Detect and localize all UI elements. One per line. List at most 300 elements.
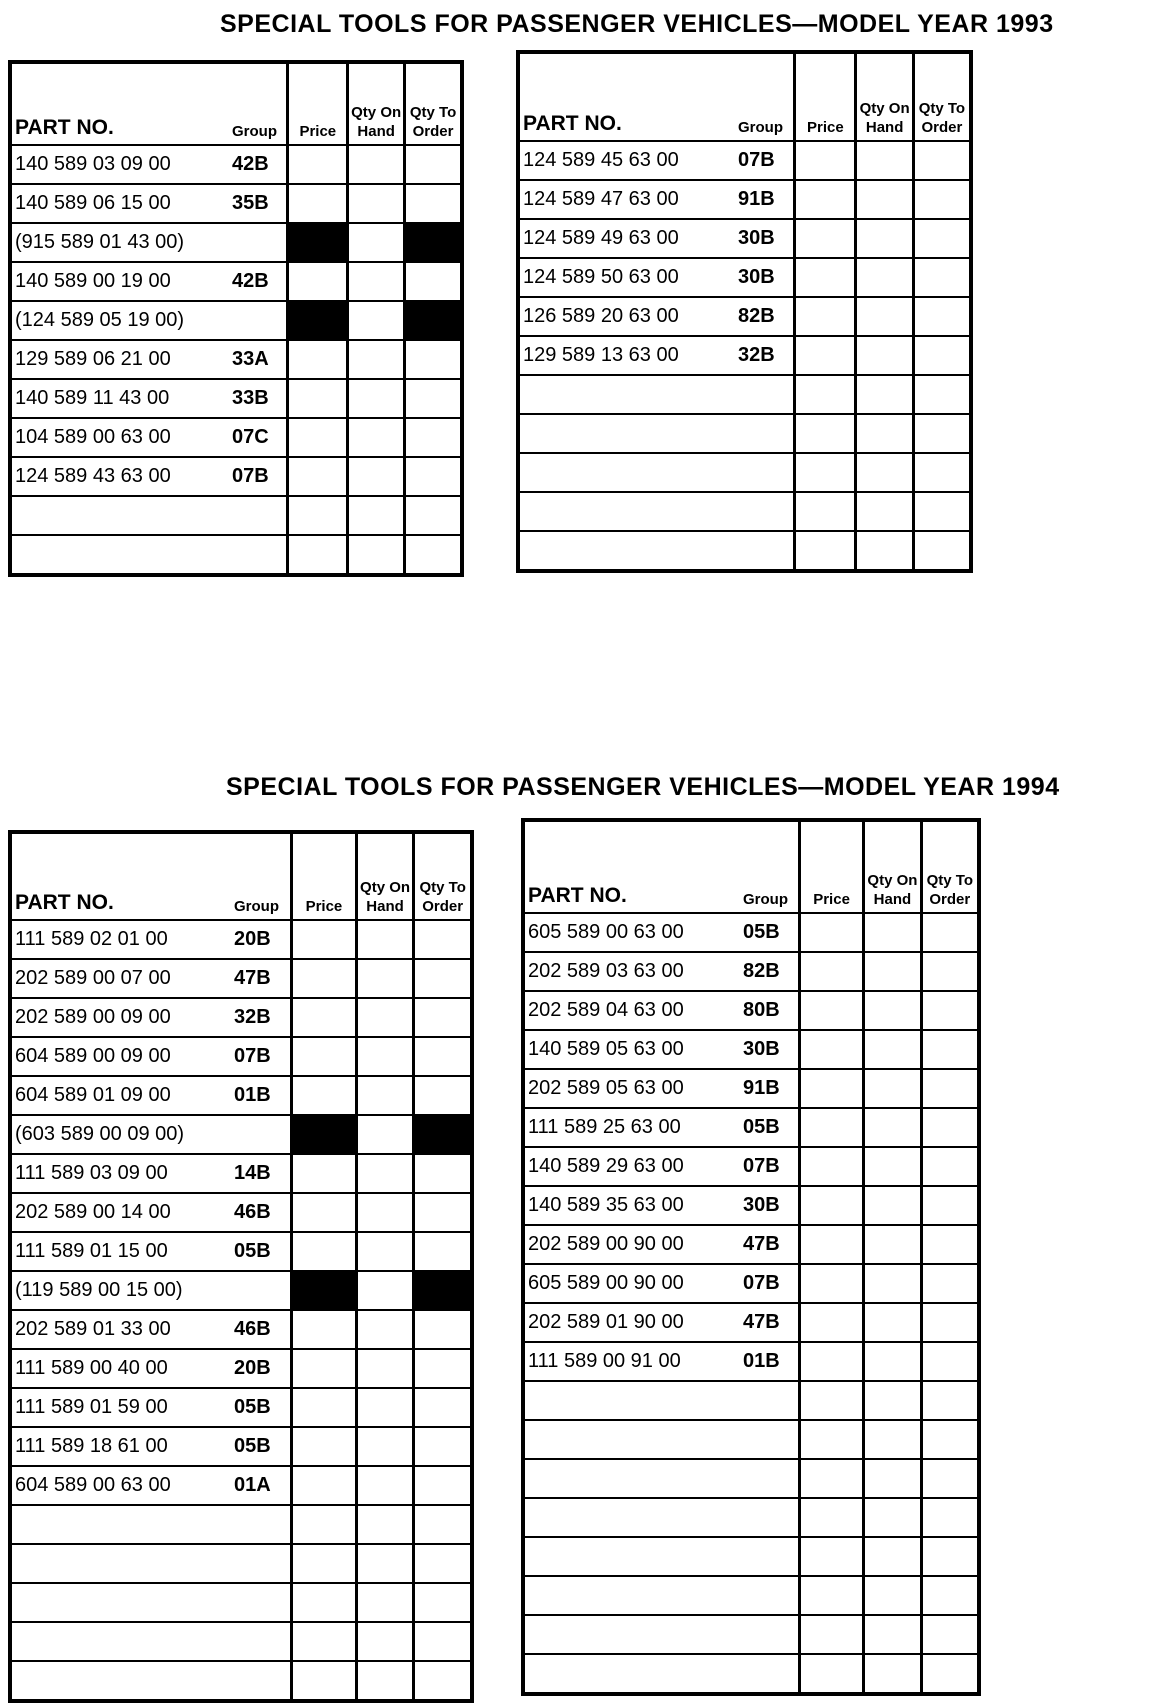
price-cell[interactable] [798,1655,862,1692]
part-cell [525,992,798,1029]
price-cell[interactable] [793,337,854,374]
qty-to-order-cell[interactable] [412,1428,470,1465]
qty-to-order-cell[interactable] [920,1304,977,1341]
group-code: 91B [743,1077,780,1099]
part-cell [12,1584,290,1621]
qty-to-order-header: Qty To Order [403,64,460,144]
price-cell[interactable] [290,960,355,997]
qty-to-order-cell[interactable] [912,220,969,257]
part-number: 140 589 35 63 00 [528,1194,684,1216]
qty-on-hand-cell[interactable] [862,1460,919,1497]
qty-to-order-cell[interactable] [920,1226,977,1263]
qty-to-order-cell[interactable] [920,1577,977,1614]
qty-to-order-cell-blacked [412,1272,470,1309]
price-header: Price [290,834,355,919]
price-cell[interactable] [798,1109,862,1146]
table-row [12,1270,470,1309]
price-cell-blacked [286,224,346,261]
part-number: 202 589 00 09 00 [15,1006,171,1028]
qty-on-hand-cell[interactable] [355,1350,413,1387]
price-cell[interactable] [286,146,346,183]
price-cell[interactable] [286,380,346,417]
qty-to-order-cell[interactable] [412,1233,470,1270]
qty-to-order-cell[interactable] [912,298,969,335]
qty-on-hand-cell[interactable] [355,1233,413,1270]
qty-to-order-cell[interactable] [403,536,460,573]
table-row [12,1504,470,1543]
qty-to-order-cell[interactable] [920,1655,977,1692]
qty-to-order-cell[interactable] [920,953,977,990]
table-row [520,257,969,296]
group-code: 47B [743,1311,780,1333]
qty-on-hand-cell[interactable] [355,1272,413,1309]
qty-to-order-cell[interactable] [920,1148,977,1185]
group-code: 80B [743,999,780,1021]
part-number: 202 589 03 63 00 [528,960,684,982]
qty-on-hand-cell[interactable] [862,1655,919,1692]
group-code: 05B [743,1116,780,1138]
qty-on-hand-cell[interactable] [346,458,403,495]
qty-to-order-cell[interactable] [912,532,969,569]
qty-to-order-cell-blacked [403,302,460,339]
qty-on-hand-cell[interactable] [862,1499,919,1536]
part-number: 605 589 00 90 00 [528,1272,684,1294]
qty-to-order-cell[interactable] [412,1350,470,1387]
group-code: 07B [743,1155,780,1177]
group-code: 33B [232,387,269,409]
table-row [520,413,969,452]
price-cell[interactable] [793,532,854,569]
part-cell [12,1272,290,1309]
qty-to-order-cell[interactable] [412,1506,470,1543]
part-number: 140 589 29 63 00 [528,1155,684,1177]
table-row [520,530,969,569]
qty-to-order-cell[interactable] [412,921,470,958]
qty-on-hand-cell[interactable] [355,1623,413,1660]
group-code: 01B [743,1350,780,1372]
qty-on-hand-cell[interactable] [854,493,911,530]
qty-on-hand-cell[interactable] [355,1662,413,1699]
price-cell[interactable] [286,536,346,573]
group-code: 05B [234,1396,271,1418]
qty-on-hand-cell[interactable] [854,259,911,296]
part-number: 202 589 00 90 00 [528,1233,684,1255]
price-cell[interactable] [798,1070,862,1107]
price-cell[interactable] [290,1233,355,1270]
price-cell[interactable] [793,298,854,335]
part-number: 126 589 20 63 00 [523,305,679,327]
price-cell[interactable] [798,1577,862,1614]
group-code: 82B [743,960,780,982]
qty-on-hand-cell[interactable] [346,536,403,573]
qty-on-hand-cell[interactable] [346,341,403,378]
qty-to-order-cell[interactable] [412,1077,470,1114]
group-code: 14B [234,1162,271,1184]
qty-on-hand-cell[interactable] [854,454,911,491]
price-cell[interactable] [798,1382,862,1419]
part-number: 124 589 45 63 00 [523,149,679,171]
price-cell[interactable] [286,497,346,534]
qty-on-hand-header: Qty On Hand [862,822,919,912]
qty-on-hand-cell[interactable] [346,224,403,261]
qty-to-order-cell[interactable] [403,185,460,222]
table-row [12,1153,470,1192]
qty-on-hand-cell[interactable] [854,337,911,374]
table-row [520,296,969,335]
qty-on-hand-cell[interactable] [862,1343,919,1380]
price-cell[interactable] [798,1226,862,1263]
qty-on-hand-cell[interactable] [862,1421,919,1458]
part-cell [12,185,286,222]
table-row [520,218,969,257]
qty-to-order-cell[interactable] [920,1031,977,1068]
price-cell[interactable] [290,1428,355,1465]
section-title-1993: SPECIAL TOOLS FOR PASSENGER VEHICLES—MODEL YEAR 1993 [220,10,1054,38]
qty-to-order-cell[interactable] [912,142,969,179]
qty-on-hand-cell[interactable] [355,1545,413,1582]
price-cell[interactable] [793,493,854,530]
table-row [525,951,977,990]
price-header: Price [286,64,346,144]
qty-on-hand-cell[interactable] [355,960,413,997]
table-row [12,1543,470,1582]
part-number: 111 589 02 01 00 [15,928,168,950]
qty-on-hand-cell[interactable] [355,1389,413,1426]
qty-on-hand-cell[interactable] [862,1031,919,1068]
table-row [12,495,460,534]
part-cell [12,380,286,417]
group-code: 07B [743,1272,780,1294]
price-cell[interactable] [290,1194,355,1231]
price-cell[interactable] [798,953,862,990]
group-header: Group [232,123,277,140]
price-cell[interactable] [793,181,854,218]
price-cell[interactable] [798,1499,862,1536]
price-cell[interactable] [290,999,355,1036]
part-number: 604 589 00 63 00 [15,1474,171,1496]
group-code: 20B [234,928,271,950]
qty-on-hand-cell[interactable] [355,999,413,1036]
part-number: 202 589 05 63 00 [528,1077,684,1099]
price-cell[interactable] [798,914,862,951]
qty-on-hand-cell[interactable] [862,1304,919,1341]
price-cell[interactable] [290,1584,355,1621]
price-cell[interactable] [290,1467,355,1504]
qty-on-hand-cell[interactable] [355,1038,413,1075]
part-cell [525,1148,798,1185]
qty-to-order-cell[interactable] [412,1467,470,1504]
group-code: 01B [234,1084,271,1106]
part-number: (119 589 00 15 00) [15,1279,183,1301]
qty-on-hand-cell[interactable] [862,953,919,990]
price-cell[interactable] [798,1460,862,1497]
qty-on-hand-cell[interactable] [862,914,919,951]
qty-to-order-cell[interactable] [920,1616,977,1653]
qty-on-hand-cell[interactable] [862,1226,919,1263]
qty-on-hand-cell[interactable] [346,146,403,183]
part-cell [520,298,793,335]
qty-to-order-cell[interactable] [412,1194,470,1231]
qty-on-hand-cell[interactable] [346,380,403,417]
qty-to-order-cell[interactable] [403,380,460,417]
part-cell [525,953,798,990]
price-cell[interactable] [286,185,346,222]
group-code: 30B [738,266,775,288]
price-cell[interactable] [290,1038,355,1075]
qty-to-order-cell[interactable] [912,493,969,530]
qty-on-hand-cell[interactable] [854,181,911,218]
part-cell [12,1662,290,1699]
qty-on-hand-cell[interactable] [346,263,403,300]
price-cell[interactable] [793,415,854,452]
part-cell [12,960,290,997]
qty-to-order-cell[interactable] [912,415,969,452]
qty-to-order-cell[interactable] [403,458,460,495]
price-cell[interactable] [793,220,854,257]
price-cell[interactable] [286,419,346,456]
qty-on-hand-cell[interactable] [862,1382,919,1419]
qty-on-hand-cell[interactable] [355,1428,413,1465]
qty-on-hand-header: Qty On Hand [355,834,413,919]
qty-on-hand-cell[interactable] [862,1187,919,1224]
part-number: 111 589 18 61 00 [15,1435,168,1457]
table-header [525,822,977,912]
qty-on-hand-cell[interactable] [355,1194,413,1231]
qty-to-order-cell[interactable] [412,1038,470,1075]
table-row [525,1302,977,1341]
price-cell[interactable] [798,1265,862,1302]
qty-to-order-cell[interactable] [920,1499,977,1536]
part-cell [525,1109,798,1146]
part-no-header: PART NO. [15,116,114,139]
part-cell [525,1070,798,1107]
group-code: 33A [232,348,269,370]
qty-to-order-cell[interactable] [920,1538,977,1575]
qty-on-hand-cell[interactable] [355,1584,413,1621]
qty-on-hand-cell[interactable] [355,921,413,958]
price-cell[interactable] [798,1148,862,1185]
table-row [12,919,470,958]
part-number: 111 589 01 15 00 [15,1240,168,1262]
price-cell[interactable] [290,1077,355,1114]
qty-to-order-cell[interactable] [403,146,460,183]
qty-to-order-cell[interactable] [412,1662,470,1699]
qty-to-order-cell[interactable] [412,1545,470,1582]
price-cell[interactable] [798,1187,862,1224]
qty-to-order-cell[interactable] [412,1623,470,1660]
part-number: 202 589 01 90 00 [528,1311,684,1333]
qty-to-order-cell[interactable] [912,376,969,413]
qty-to-order-cell[interactable] [920,1265,977,1302]
qty-on-hand-cell[interactable] [355,1506,413,1543]
qty-on-hand-cell[interactable] [862,1538,919,1575]
price-cell[interactable] [798,1616,862,1653]
qty-to-order-cell[interactable] [920,914,977,951]
price-cell[interactable] [286,341,346,378]
part-cell [12,1506,290,1543]
part-number: 111 589 00 91 00 [528,1350,681,1372]
section-title-1994: SPECIAL TOOLS FOR PASSENGER VEHICLES—MODEL YEAR 1994 [226,773,1060,801]
part-cell [12,497,286,534]
qty-to-order-cell[interactable] [912,337,969,374]
part-number: 140 589 11 43 00 [15,387,170,409]
qty-on-hand-cell[interactable] [862,1265,919,1302]
qty-to-order-cell[interactable] [403,263,460,300]
price-header: Price [793,54,854,140]
qty-to-order-cell[interactable] [403,497,460,534]
group-code: 47B [234,967,271,989]
price-cell[interactable] [290,1545,355,1582]
table-row [12,1621,470,1660]
price-cell-blacked [290,1272,355,1309]
qty-on-hand-header: Qty On Hand [346,64,403,144]
qty-on-hand-cell[interactable] [862,1070,919,1107]
part-cell [525,1031,798,1068]
qty-to-order-cell[interactable] [412,1584,470,1621]
price-cell[interactable] [798,1304,862,1341]
qty-to-order-cell[interactable] [920,1109,977,1146]
qty-on-hand-cell[interactable] [355,1116,413,1153]
price-cell[interactable] [793,259,854,296]
part-number: 129 589 06 21 00 [15,348,171,370]
qty-to-order-cell[interactable] [412,1389,470,1426]
price-cell[interactable] [286,263,346,300]
qty-on-hand-cell[interactable] [854,532,911,569]
table-row [12,1387,470,1426]
qty-to-order-cell[interactable] [912,259,969,296]
qty-on-hand-cell[interactable] [862,1577,919,1614]
part-cell [12,263,286,300]
price-cell[interactable] [290,921,355,958]
price-cell[interactable] [290,1662,355,1699]
qty-on-hand-cell[interactable] [862,1109,919,1146]
price-cell[interactable] [798,1421,862,1458]
part-cell [525,1421,798,1458]
part-cell [12,419,286,456]
qty-on-hand-cell[interactable] [854,142,911,179]
qty-on-hand-cell[interactable] [854,415,911,452]
table-row [520,452,969,491]
qty-to-order-cell[interactable] [912,181,969,218]
part-cell [520,493,793,530]
qty-to-order-cell[interactable] [920,1421,977,1458]
price-cell[interactable] [798,1031,862,1068]
part-number: 111 589 03 09 00 [15,1162,168,1184]
qty-on-hand-cell[interactable] [346,185,403,222]
price-cell[interactable] [286,458,346,495]
price-cell[interactable] [798,992,862,1029]
qty-to-order-cell[interactable] [920,1343,977,1380]
qty-to-order-cell[interactable] [403,341,460,378]
part-cell [12,1233,290,1270]
price-cell[interactable] [290,1155,355,1192]
qty-to-order-cell[interactable] [920,1382,977,1419]
price-cell[interactable] [793,376,854,413]
qty-on-hand-cell[interactable] [355,1311,413,1348]
table-row [12,1660,470,1699]
price-cell[interactable] [793,142,854,179]
part-cell [525,1382,798,1419]
group-code: 05B [234,1435,271,1457]
qty-on-hand-cell[interactable] [854,376,911,413]
table-row [12,1114,470,1153]
qty-to-order-header: Qty To Order [920,822,977,912]
part-number: 124 589 47 63 00 [523,188,679,210]
table-header [12,834,470,919]
part-cell [520,220,793,257]
price-cell[interactable] [798,1343,862,1380]
qty-on-hand-cell[interactable] [862,992,919,1029]
price-cell[interactable] [793,454,854,491]
qty-on-hand-cell[interactable] [355,1077,413,1114]
table-row [525,1224,977,1263]
part-number: 140 589 03 09 00 [15,153,171,175]
qty-on-hand-cell[interactable] [862,1148,919,1185]
part-cell [525,1304,798,1341]
qty-to-order-cell[interactable] [412,1155,470,1192]
qty-to-order-cell-blacked [412,1116,470,1153]
table-row [12,1465,470,1504]
group-code: 32B [234,1006,271,1028]
price-cell[interactable] [290,1389,355,1426]
group-code: 82B [738,305,775,327]
qty-to-order-cell[interactable] [412,999,470,1036]
price-cell[interactable] [290,1350,355,1387]
group-code: 42B [232,270,269,292]
qty-to-order-cell[interactable] [412,960,470,997]
qty-to-order-cell[interactable] [920,1460,977,1497]
qty-to-order-cell[interactable] [412,1311,470,1348]
part-cell [12,341,286,378]
qty-on-hand-cell[interactable] [346,302,403,339]
price-cell[interactable] [798,1538,862,1575]
price-cell[interactable] [290,1623,355,1660]
part-cell [12,921,290,958]
part-header-cell [525,822,798,912]
group-code: 07B [234,1045,271,1067]
qty-on-hand-cell[interactable] [862,1616,919,1653]
table-row [12,1192,470,1231]
part-number: 202 589 00 07 00 [15,967,171,989]
parts-table [8,60,464,577]
table-row [12,222,460,261]
price-cell[interactable] [290,1311,355,1348]
qty-to-order-cell[interactable] [920,1187,977,1224]
part-cell [520,142,793,179]
qty-on-hand-cell[interactable] [854,220,911,257]
qty-on-hand-cell[interactable] [346,497,403,534]
part-cell [525,1343,798,1380]
group-code: 07B [738,149,775,171]
group-header: Group [743,891,788,908]
qty-on-hand-cell[interactable] [355,1155,413,1192]
price-cell[interactable] [290,1506,355,1543]
group-code: 35B [232,192,269,214]
qty-to-order-cell[interactable] [920,992,977,1029]
part-cell [12,1428,290,1465]
qty-on-hand-cell[interactable] [854,298,911,335]
table-row [520,491,969,530]
qty-to-order-cell[interactable] [403,419,460,456]
qty-to-order-cell[interactable] [920,1070,977,1107]
qty-to-order-cell[interactable] [912,454,969,491]
group-code: 32B [738,344,775,366]
qty-on-hand-cell[interactable] [346,419,403,456]
table-row [12,456,460,495]
table-row [520,374,969,413]
part-cell [525,1655,798,1692]
qty-on-hand-cell[interactable] [355,1467,413,1504]
